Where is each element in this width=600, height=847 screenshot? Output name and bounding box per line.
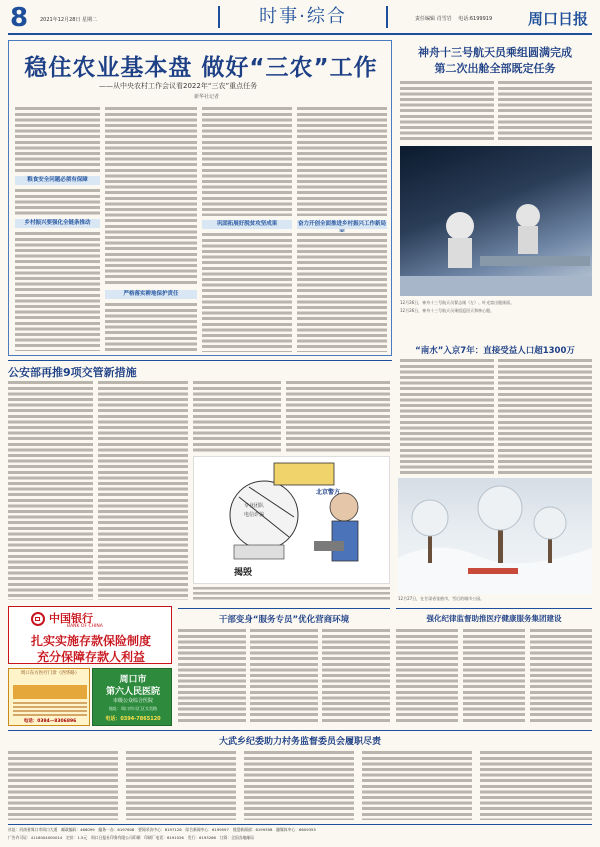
- discipline-column-2: [463, 628, 525, 724]
- clinic-phone: 电话：0394—8306896: [23, 719, 77, 724]
- paper-logo: 周口日报: [528, 10, 589, 28]
- space-column-1: [400, 80, 494, 142]
- spacewalk-photo: [400, 146, 592, 296]
- lead-subhead-2: 乡村振兴要强化全链条推动: [15, 219, 100, 228]
- boc-logo-icon: [31, 612, 45, 626]
- cadres-column-3: [322, 628, 390, 724]
- bottom-column-3: [244, 750, 354, 820]
- cadres-rule: [178, 608, 390, 609]
- boc-slogan-2: 充分保障存款人利益: [36, 650, 145, 664]
- snow-park-photo: [398, 478, 592, 594]
- cartoon-label-2: 电信诈骗: [244, 512, 265, 518]
- cartoon-title: 揭毁: [234, 568, 253, 578]
- lead-subhead-4: 巩固拓展好脱贫攻坚成果: [202, 220, 292, 229]
- boc-name-cn: 中国银行: [49, 612, 93, 625]
- snow-caption: 12月27日，在甘肃省张掖市，雪后的城市公园。: [398, 596, 485, 601]
- discipline-article: [396, 608, 592, 726]
- lead-subhead-1: 粮食安全问题必须有保障: [15, 176, 100, 185]
- police-headline: 公安部再推9项交管新措施: [8, 366, 137, 379]
- water-column-2: [498, 358, 592, 474]
- hospital-phone: 电话：0394-7865120: [105, 716, 161, 722]
- hospital-title-1: 周口市: [119, 675, 147, 685]
- space-column-2: [498, 80, 592, 142]
- footer-address: 社址：河南省周口市周口大道 邮政编码：466099 编务一办：6197608 要闻采访中心：6197126 综合新闻中心：6199597 视觉新闻部：6199398 融媒体中心：6609355: [8, 827, 316, 832]
- lead-subhead-5: 奋力开创全面推进乡村振兴工作新局: [297, 221, 386, 227]
- police-column-2: [98, 380, 188, 600]
- clinic-ad: [8, 668, 90, 726]
- boc-name-en: BANK OF CHINA: [67, 624, 103, 629]
- cartoon-label-1: 专业团队: [244, 503, 265, 509]
- water-column-1: [400, 358, 494, 474]
- cadres-headline: 干部变身“服务专员”优化营商环境: [218, 615, 350, 625]
- clinic-name: 周口东方医疗门诊（西华路）: [20, 671, 80, 676]
- masthead: [0, 0, 600, 36]
- boc-ad: [8, 606, 172, 664]
- hospital-title-2: 第六人民医院: [105, 687, 160, 697]
- water-headline: “南水”入京7年：直接受益人口超1300万: [415, 346, 575, 356]
- water-article: [398, 344, 592, 474]
- lead-headline: 稳住农业基本盘 做好“三农”工作: [24, 55, 378, 81]
- hospital-title-3: 市级公众综合医院: [112, 698, 153, 704]
- discipline-column-1: [396, 628, 458, 724]
- editor-info: [415, 15, 492, 22]
- bottom-column-4: [362, 750, 472, 820]
- section-title: 时事·综合: [218, 6, 388, 28]
- discipline-rule: [396, 608, 592, 609]
- space-caption-1: 12月26日，神舟十三号航天员翟志刚（左）、叶光富出舱画面。: [400, 300, 515, 305]
- lead-column-2b: [105, 302, 197, 352]
- space-headline-2: 第二次出舱全部既定任务: [434, 62, 556, 75]
- lead-subhead-3: 严格落实耕地保护责任: [105, 290, 197, 299]
- page-number: 8: [10, 3, 29, 33]
- clinic-banner: [13, 685, 87, 699]
- discipline-column-3: [530, 628, 592, 724]
- footer: [8, 824, 592, 844]
- header-rule: [8, 33, 592, 35]
- cartoon-sign: 北京警方: [316, 489, 341, 496]
- lead-column-4b: [297, 232, 387, 352]
- police-rule: [8, 360, 392, 361]
- police-column-3: [193, 380, 281, 452]
- cadres-column-2: [250, 628, 318, 724]
- space-headline-1: 神舟十三号航天员乘组圆满完成: [418, 46, 572, 59]
- cadres-article: [178, 608, 390, 726]
- bottom-column-5: [480, 750, 592, 820]
- police-column-4: [286, 380, 390, 452]
- fraud-cartoon: [193, 456, 390, 584]
- cartoon-caption-text: [193, 586, 390, 600]
- bottom-article: [8, 730, 592, 822]
- bottom-column-1: [8, 750, 118, 820]
- lead-byline: 新华社记者: [194, 94, 220, 100]
- hospital-ad: [92, 668, 172, 726]
- hospital-address: 地址：周口市川汇区太昊路: [109, 706, 157, 711]
- lead-column-3b: [202, 232, 292, 352]
- lead-column-3: [202, 106, 292, 216]
- space-caption-2: 12月26日，神舟十三号航天员乘组返回天和核心舱。: [400, 308, 495, 313]
- police-article: [8, 360, 392, 604]
- lead-column-1: [15, 106, 100, 172]
- issue-date: 2021年12月28日 星期二: [40, 17, 98, 23]
- lead-column-4: [297, 106, 387, 216]
- bottom-column-2: [126, 750, 236, 820]
- space-article: [398, 40, 592, 340]
- discipline-headline: 强化纪律监督助推医疗健康服务集团建设: [426, 614, 562, 623]
- cadres-column-1: [178, 628, 246, 724]
- police-column-1: [8, 380, 93, 600]
- editor-phone: 电话:6199919: [458, 16, 493, 22]
- lead-column-1b: [15, 188, 100, 216]
- boc-slogan-1: 扎实实施存款保险制度: [30, 634, 151, 648]
- editor-name: 责任编辑 肖雪岩: [415, 16, 452, 22]
- lead-column-2: [105, 106, 197, 286]
- lead-subtitle: ——从中央农村工作会议看2022年“三农”重点任务: [99, 82, 258, 90]
- lead-article: [8, 40, 392, 356]
- bottom-rule: [8, 730, 592, 731]
- footer-line-2: 广告许可证：4116004000014 定价：1.5元 周口日报社印务有限公司印刷 印刷厂电话：6191026 发行：6193266 订阅：全国各地邮局: [8, 835, 254, 840]
- lead-column-1c: [15, 231, 100, 351]
- bottom-headline: 大武乡纪委助力村务监督委员会履职尽责: [218, 737, 381, 747]
- clinic-body: [13, 701, 87, 717]
